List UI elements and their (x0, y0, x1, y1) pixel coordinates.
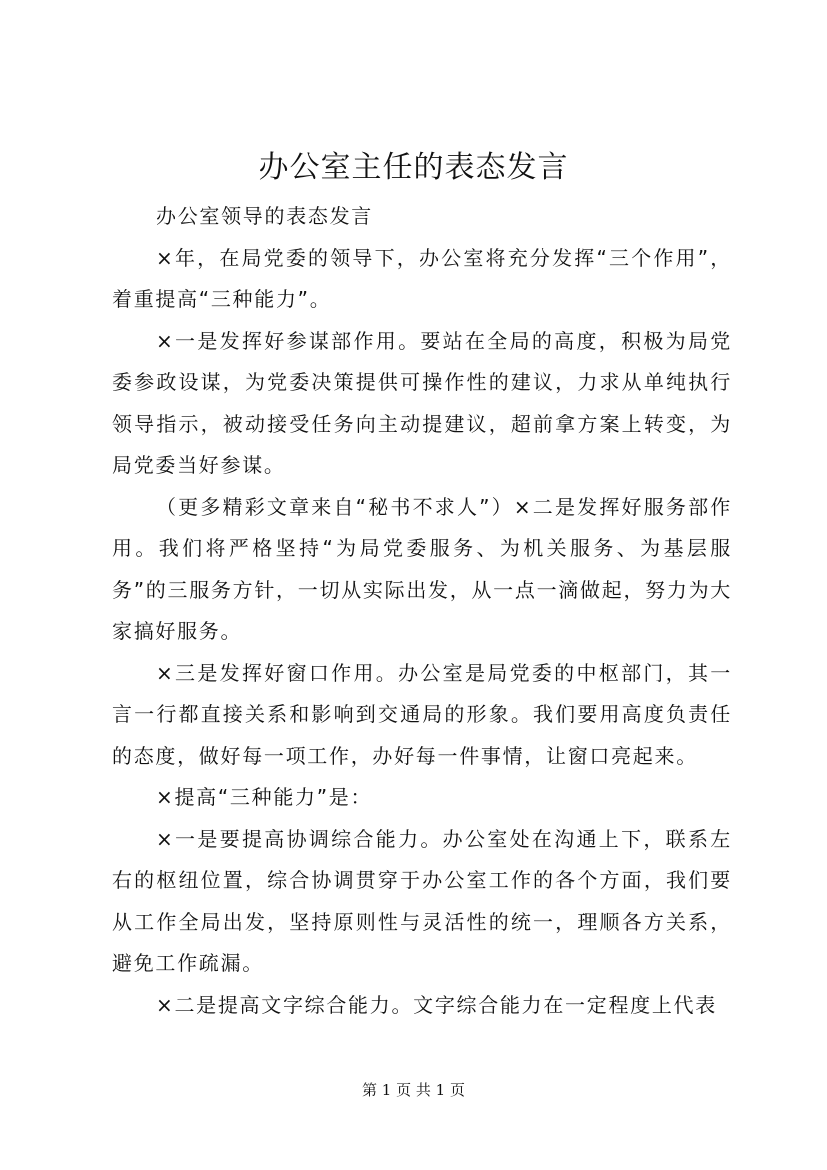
paragraph-ability-writing: ×二是提高文字综合能力。文字综合能力在一定程度上代表 (156, 992, 717, 1017)
document-title: 办公室主任的表态发言 (258, 150, 569, 185)
paragraph-role-service: （更多精彩文章来自“秘书不求人”）×二是发挥好服务部作用。我们将严格坚持“为局党委服务、为机关服务、为基层服务”的三服务方针，一切从实际出发，从一点一滴做起，努力为大家搞好服务。 (112, 494, 732, 643)
document-body (112, 196, 732, 1026)
paragraph-role-advisor: ×一是发挥好参谋部作用。要站在全局的高度，积极为局党委参政设谋，为党委决策提供可操作性的建议，力求从单纯执行领导指示，被动接受任务向主动提建议，超前拿方案上转变，为局党委当好参谋。 (112, 328, 732, 477)
paragraph-role-window: ×三是发挥好窗口作用。办公室是局党委的中枢部门，其一言一行都直接关系和影响到交通局的形象。我们要用高度负责任的态度，做好每一项工作，办好每一件事情，让窗口亮起来。 (112, 660, 732, 768)
paragraph-ability-coordination: ×一是要提高协调综合能力。办公室处在沟通上下，联系左右的枢纽位置，综合协调贯穿于办公室工作的各个方面，我们要从工作全局出发，坚持原则性与灵活性的统一，理顺各方关系，避免工作疏漏。 (112, 826, 732, 975)
page-footer: 第 1 页 共 1 页 (362, 1081, 465, 1099)
paragraph-subtitle: 办公室领导的表态发言 (156, 204, 373, 228)
paragraph-intro: ×年，在局党委的领导下，办公室将充分发挥“三个作用”，着重提高“三种能力”。 (112, 245, 732, 311)
paragraph-abilities-heading: ×提高“三种能力”是： (156, 785, 373, 809)
